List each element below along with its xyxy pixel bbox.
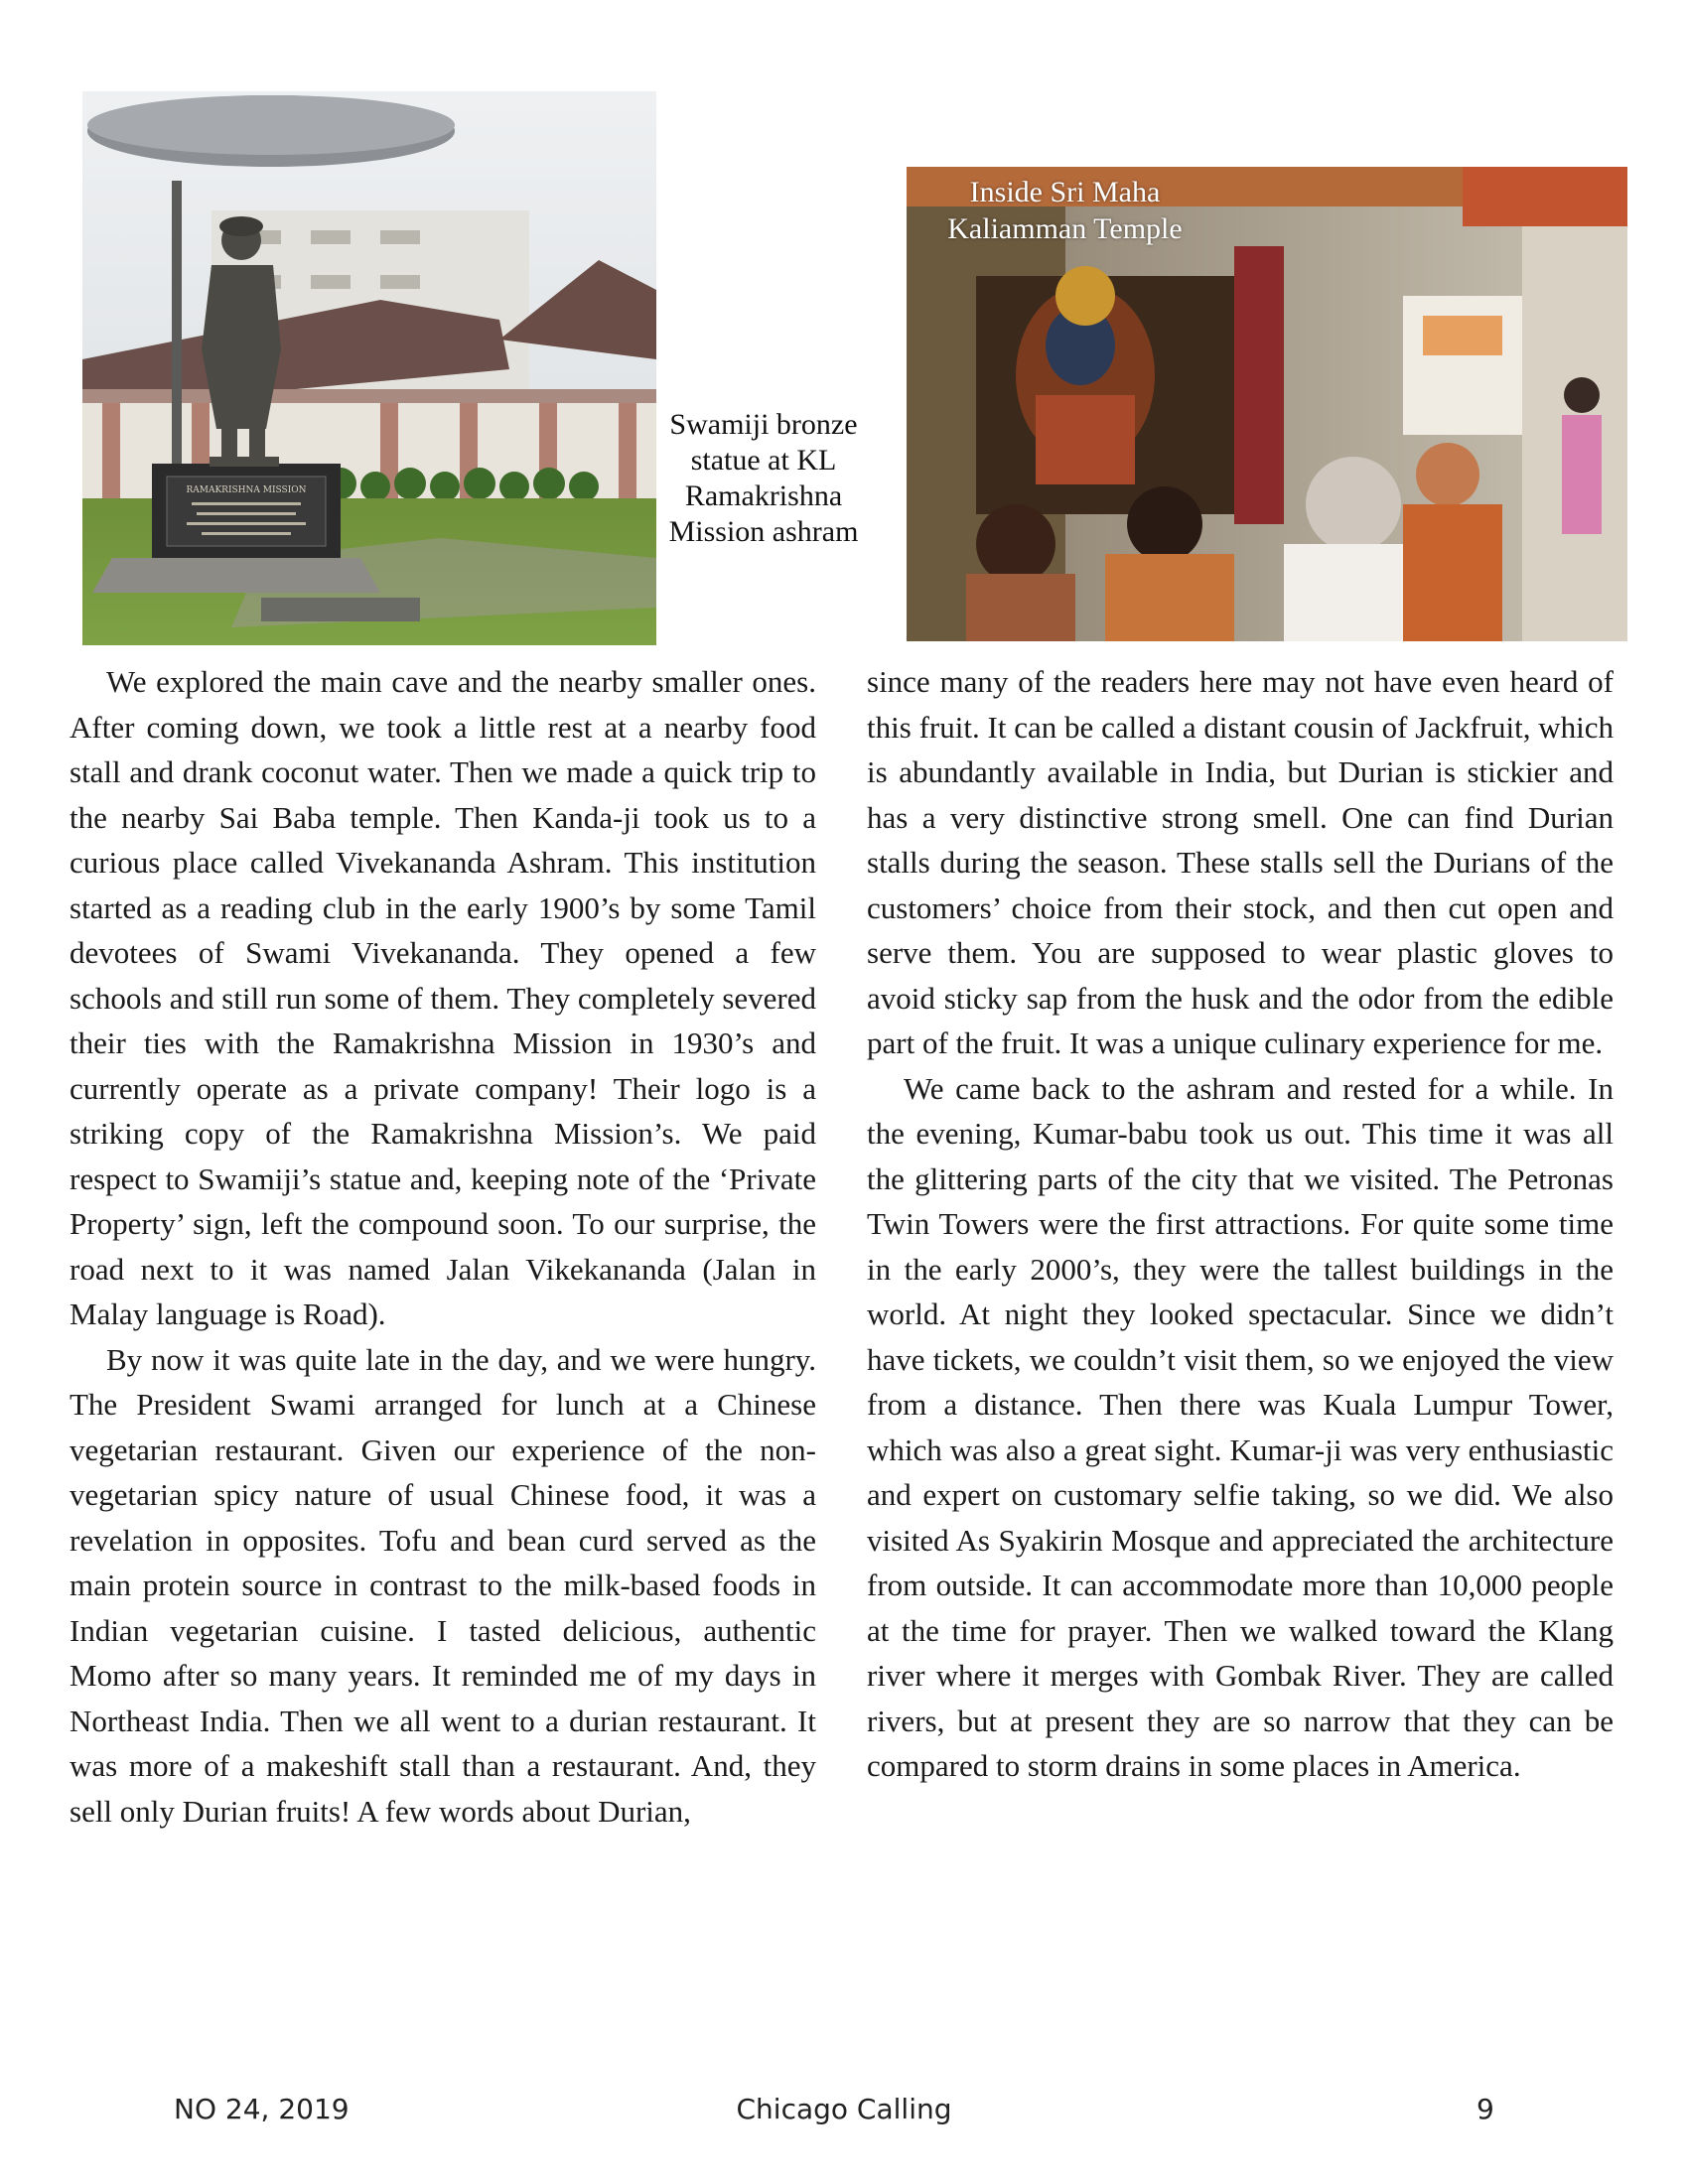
temple-photo-caption: Inside Sri Maha Kaliamman Temple <box>947 176 1183 245</box>
article-column-left <box>70 659 816 1834</box>
footer-date: NO 24, 2019 <box>174 2093 350 2125</box>
article-column-right <box>867 659 1614 1789</box>
page-number: 9 <box>1477 2093 1494 2125</box>
plaque-text: RAMAKRISHNA MISSION <box>186 485 307 495</box>
statue-photo-caption: Swamiji bronze statue at KL Ramakrishna Mission ashram <box>668 408 859 548</box>
article-paragraph: We came back to the ashram and rested for a while. In the evening, Kumar-babu took us out. This time it was all the glittering parts of the city that we visited. The Petronas Twin Towers were the first attractions. For quite some time in the early 2000’s, they were the tallest buildings in the world. At night they looked spectacular. Since we didn’t have tickets, we couldn’t visit them, so we enjoyed the view from a distance. Then there was Kuala Lumpur Tower, which was also a great sight. Kumar-ji was very enthusiastic and expert on customary selfie taking, so we did. We also visited As Syakirin Mosque and appreciated the architecture from outside. It can accommodate more than 10,000 people at the time for prayer. Then we walked toward the Klang river where it merges with Gombak River. They are called rivers, but at present they are so narrow that they can be compared to storm drains in some places in America. <box>867 1070 1614 1783</box>
article-paragraph: We explored the main cave and the nearby smaller ones. After coming down, we took a little rest at a nearby food stall and drank coconut water. Then we made a quick trip to the nearby Sai Baba temple. Then Kanda-ji took us to a curious place called Vivekananda Ashram. This institution started as a reading club in the early 1900’s by some Tamil devotees of Swami Vivekananda. They opened a few schools and still run some of them. They completely severed their ties with the Ramakrishna Mission in 1930’s and currently operate as a private company! Their logo is a striking copy of the Ramakrishna Mission’s. We paid respect to Swamiji’s statue and, keeping note of the ‘Private Property’ sign, left the compound soon. To our surprise, the road next to it was named Jalan Vikekananda (Jalan in Malay language is Road). <box>70 664 816 1331</box>
article-paragraph: since many of the readers here may not have even heard of this fruit. It can be called a distant cousin of Jackfruit, which is abundantly available in India, but Durian is stickier and has a very distinctive strong smell. One can find Durian stalls during the season. These stalls sell the Durians of the customers’ choice from their stock, and then cut open and serve them. You are supposed to wear plastic gloves to avoid sticky sap from the husk and the odor from the edible part of the fruit. It was a unique culinary experience for me. <box>867 664 1614 1060</box>
article-paragraph: By now it was quite late in the day, and we were hungry. The President Swami arranged for lunch at a Chinese vegetarian restaurant. Given our experience of the non-vegetarian spicy nature of usual Chinese food, it was a revelation in opposites. Tofu and bean curd served as the main protein source in contrast to the milk-based foods in Indian vegetarian cuisine. I tasted delicious, authentic Momo after so many years. It reminded me of my days in Northeast India. Then we all went to a durian restaurant. It was more of a makeshift stall than a restaurant. And, they sell only Durian fruits! A few words about Durian, <box>70 1341 816 1829</box>
statue-photo <box>82 91 656 645</box>
footer-publication-title: Chicago Calling <box>736 2093 952 2125</box>
